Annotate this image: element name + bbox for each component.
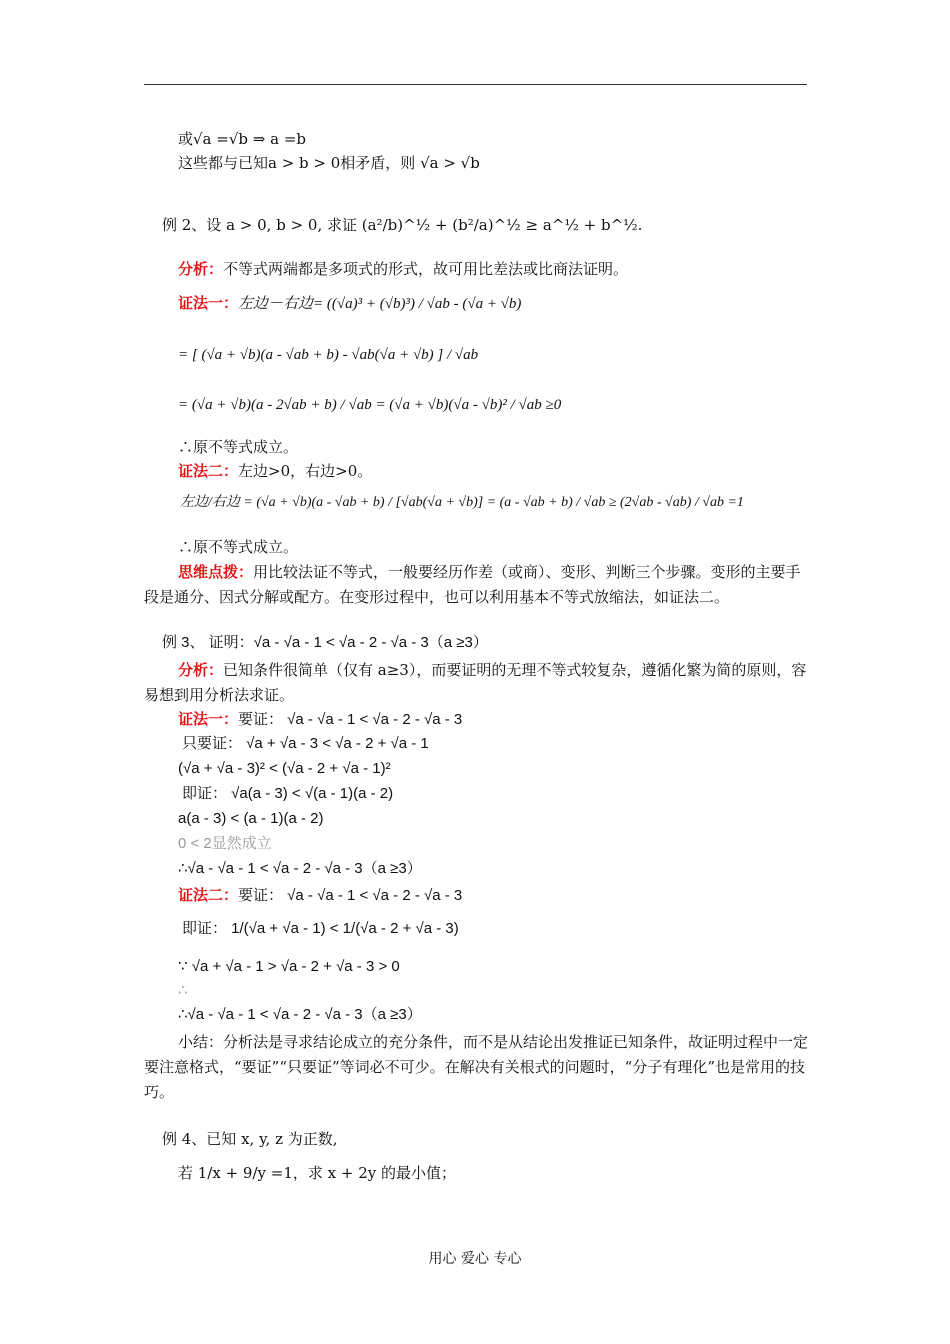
example3-proof1-line2: 只要证： √a + √a - 3 < √a - 2 + √a - 1 (182, 735, 429, 752)
example3-analysis (144, 658, 808, 708)
ex3-analysis-label: 分析： (178, 661, 224, 679)
example3-proof1-line4: 即证： √a(a - 3) < √(a - 1)(a - 2) (182, 785, 394, 802)
example3-title: 例 3、 证明：√a - √a - 1 < √a - 2 - √a - 3（a ≥3） (162, 634, 488, 651)
analysis-text: 不等式两端都是多项式的形式，故可用比差法或比商法证明。 (223, 260, 629, 278)
analysis-label: 分析： (178, 260, 224, 278)
example2-proof1-line2: = [ (√a + √b)(a - √ab + b) - √ab(√a + √b) ] / √ab (178, 347, 479, 363)
example2-tip (144, 560, 808, 610)
example2-proof2-formula: 左边/右边 = (√a + √b)(a - √ab + b) / [√ab(√a + √b)] = (a - √ab + b) / √ab ≥ (2√ab - √ab) / √ab =1 (180, 495, 744, 510)
example2-proof2-intro (178, 460, 372, 482)
example3-proof2-line1 (178, 884, 462, 907)
page-footer: 用心 爱心 专心 (428, 1251, 522, 1267)
proof1-label: 证法一： (178, 294, 239, 312)
example2-proof1-line3: = (√a + √b)(a - 2√ab + b) / √ab = (√a + √b)(√a - √b)² / √ab ≥0 (178, 397, 562, 413)
line-contradiction (178, 152, 480, 174)
example2-title: 例 2、设 a > 0, b > 0, 求证 (a²/b)^½ + (b²/a)^½ ≥ a^½ + b^½. (162, 216, 643, 234)
example3-proof2-line2: 即证： 1/(√a + √a - 1) < 1/(√a - 2 + √a - 3) (182, 920, 459, 937)
example2-proof1-conclusion: ∴原不等式成立。 (178, 438, 299, 456)
example2-proof2-conclusion: ∴原不等式成立。 (178, 538, 299, 556)
tip-text: 用比较法证不等式，一般要经历作差（或商）、变形、判断三个步骤。变形的主要手段是通分、因式分解或配方。在变形过程中，也可以利用基本不等式放缩法，如证法二。 (144, 563, 801, 606)
contradiction-text: 这些都与已知a > b > 0相矛盾，则 √a > √b (178, 154, 480, 172)
header-rule (144, 84, 807, 85)
ex3-proof1-label: 证法一： (178, 710, 239, 728)
example4-title: 例 4、已知 x, y, z 为正数, (162, 1130, 338, 1148)
example4-line1: 若 1/x + 9/y =1，求 x + 2y 的最小值； (178, 1164, 456, 1182)
example3-proof1-line1 (178, 708, 462, 731)
example3-proof1-line5: a(a - 3) < (a - 1)(a - 2) (178, 810, 324, 827)
example3-proof1-line6: 0 < 2显然成立 (178, 835, 272, 852)
example3-summary: 小结：分析法是寻求结论成立的充分条件，而不是从结论出发推证已知条件，故证明过程中一定要注意格式，“要证”“只要证”等词必不可少。在解决有关根式的问题时，“分子有理化”也是常用的技巧。 (144, 1033, 809, 1101)
ex3-proof2-step1: 要证： √a - √a - 1 < √a - 2 - √a - 3 (238, 887, 463, 904)
equal-case-text: 或√a =√b ⇒ a =b (178, 130, 306, 148)
line-equal-case (178, 128, 306, 150)
example3-proof1-line3: (√a + √a - 3)² < (√a - 2 + √a - 1)² (178, 760, 391, 777)
example3-proof2-line3: ∵ √a + √a - 1 > √a - 2 + √a - 3 > 0 (178, 958, 400, 975)
example3-proof1-line7: ∴√a - √a - 1 < √a - 2 - √a - 3（a ≥3） (178, 860, 422, 877)
tip-label: 思维点拨： (178, 563, 254, 581)
ex3-analysis-text: 已知条件很简单（仅有 a≥3），而要证明的无理不等式较复杂，遵循化繁为简的原则，容易想到用分析法求证。 (144, 661, 807, 704)
proof1-formula1: 左边－右边= ((√a)³ + (√b)³) / √ab - (√a + √b) (238, 296, 522, 312)
example3-proof2-line5: ∴√a - √a - 1 < √a - 2 - √a - 3（a ≥3） (178, 1006, 422, 1023)
example3-proof2-line4: ∴ (178, 982, 188, 999)
proof2-text: 左边>0，右边>0。 (238, 462, 373, 480)
ex3-proof1-step1: 要证： √a - √a - 1 < √a - 2 - √a - 3 (238, 711, 463, 728)
example2-proof1-line1 (178, 292, 521, 315)
example2-analysis (178, 258, 628, 280)
proof2-label: 证法二： (178, 462, 239, 480)
ex3-proof2-label: 证法二： (178, 886, 239, 904)
